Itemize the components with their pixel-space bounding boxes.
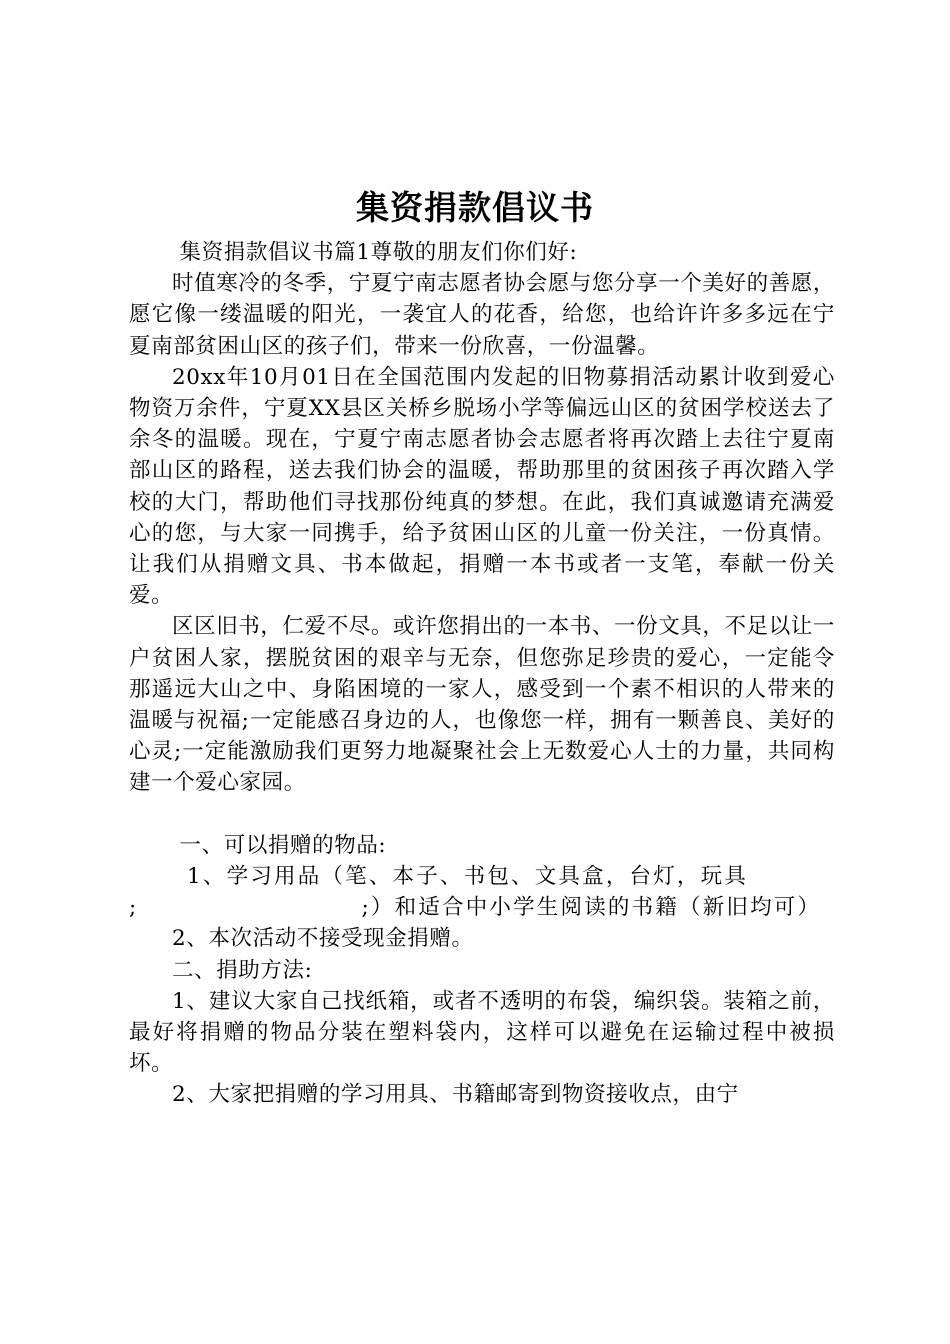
item-1-continued (129, 892, 835, 923)
item-1-line-1: 1、学习用品（笔、本子、书包、文具盒，台灯，玩具 (187, 864, 749, 890)
appeal-paragraph: 区区旧书，仁爱不尽。或许您捐出的一本书、一份文具，不足以让一户贫困人家，摆脱贫困的艰辛与无奈，但您弥足珍贵的爱心，一定能令那遥远大山之中、身陷困境的一家人，感受到一个素不相识的人带来的温暖与祝福;一定能感召身边的人，也像您一样，拥有一颗善良、美好的心灵;一定能激励我们更努力地凝聚社会上无数爱心人士的力量，共同构建一个爱心家园。 (129, 614, 836, 796)
method-2-paragraph: 2、大家把捐赠的学习用具、书籍邮寄到物资接收点，由宁 (172, 1082, 739, 1108)
section-heading-items: 一、可以捐赠的物品: (179, 832, 387, 858)
method-1-paragraph: 1、建议大家自己找纸箱，或者不透明的布袋，编织袋。装箱之前，最好将捐赠的物品分装在塑料袋内，这样可以避免在运输过程中被损坏。 (129, 988, 835, 1077)
blank-line (129, 799, 835, 830)
item-2-paragraph: 2、本次活动不接受现金捐赠。 (172, 926, 474, 952)
document-body (129, 237, 835, 1111)
item-1-paragraph (129, 861, 835, 892)
activity-paragraph: 20xx年10月01日在全国范围内发起的旧物募捐活动累计收到爱心物资万余件，宁夏XX县区关桥乡脱场小学等偏远山区的贫困学校送去了余冬的温暖。现在，宁夏宁南志愿者协会志愿者将再次踏上去往宁夏南部山区的路程，送去我们协会的温暖，帮助那里的贫困孩子再次踏入学校的大门，帮助他们寻找那份纯真的梦想。在此，我们真诚邀请充满爱心的您，与大家一同携手，给予贫困山区的儿童一份关注，一份真情。让我们从捐赠文具、书本做起，捐赠一本书或者一支笔，奉献一份关爱。 (129, 364, 835, 609)
intro-paragraph: 时值寒冷的冬季，宁夏宁南志愿者协会愿与您分享一个美好的善愿，愿它像一缕温暖的阳光，一袭宜人的花香，给您，也给许许多多远在宁夏南部贫困山区的孩子们，带来一份欣喜，一份温馨。 (129, 271, 836, 359)
section-heading-methods: 二、捐助方法: (172, 957, 313, 983)
item-1-semicolon: ; (129, 895, 139, 921)
document-title: 集资捐款倡议书 (356, 188, 594, 227)
greeting-paragraph: 集资捐款倡议书篇1尊敬的朋友们你们好: (179, 240, 578, 265)
item-1-line-2: ;）和适合中小学生阅读的书籍（新旧均可） (361, 895, 822, 921)
